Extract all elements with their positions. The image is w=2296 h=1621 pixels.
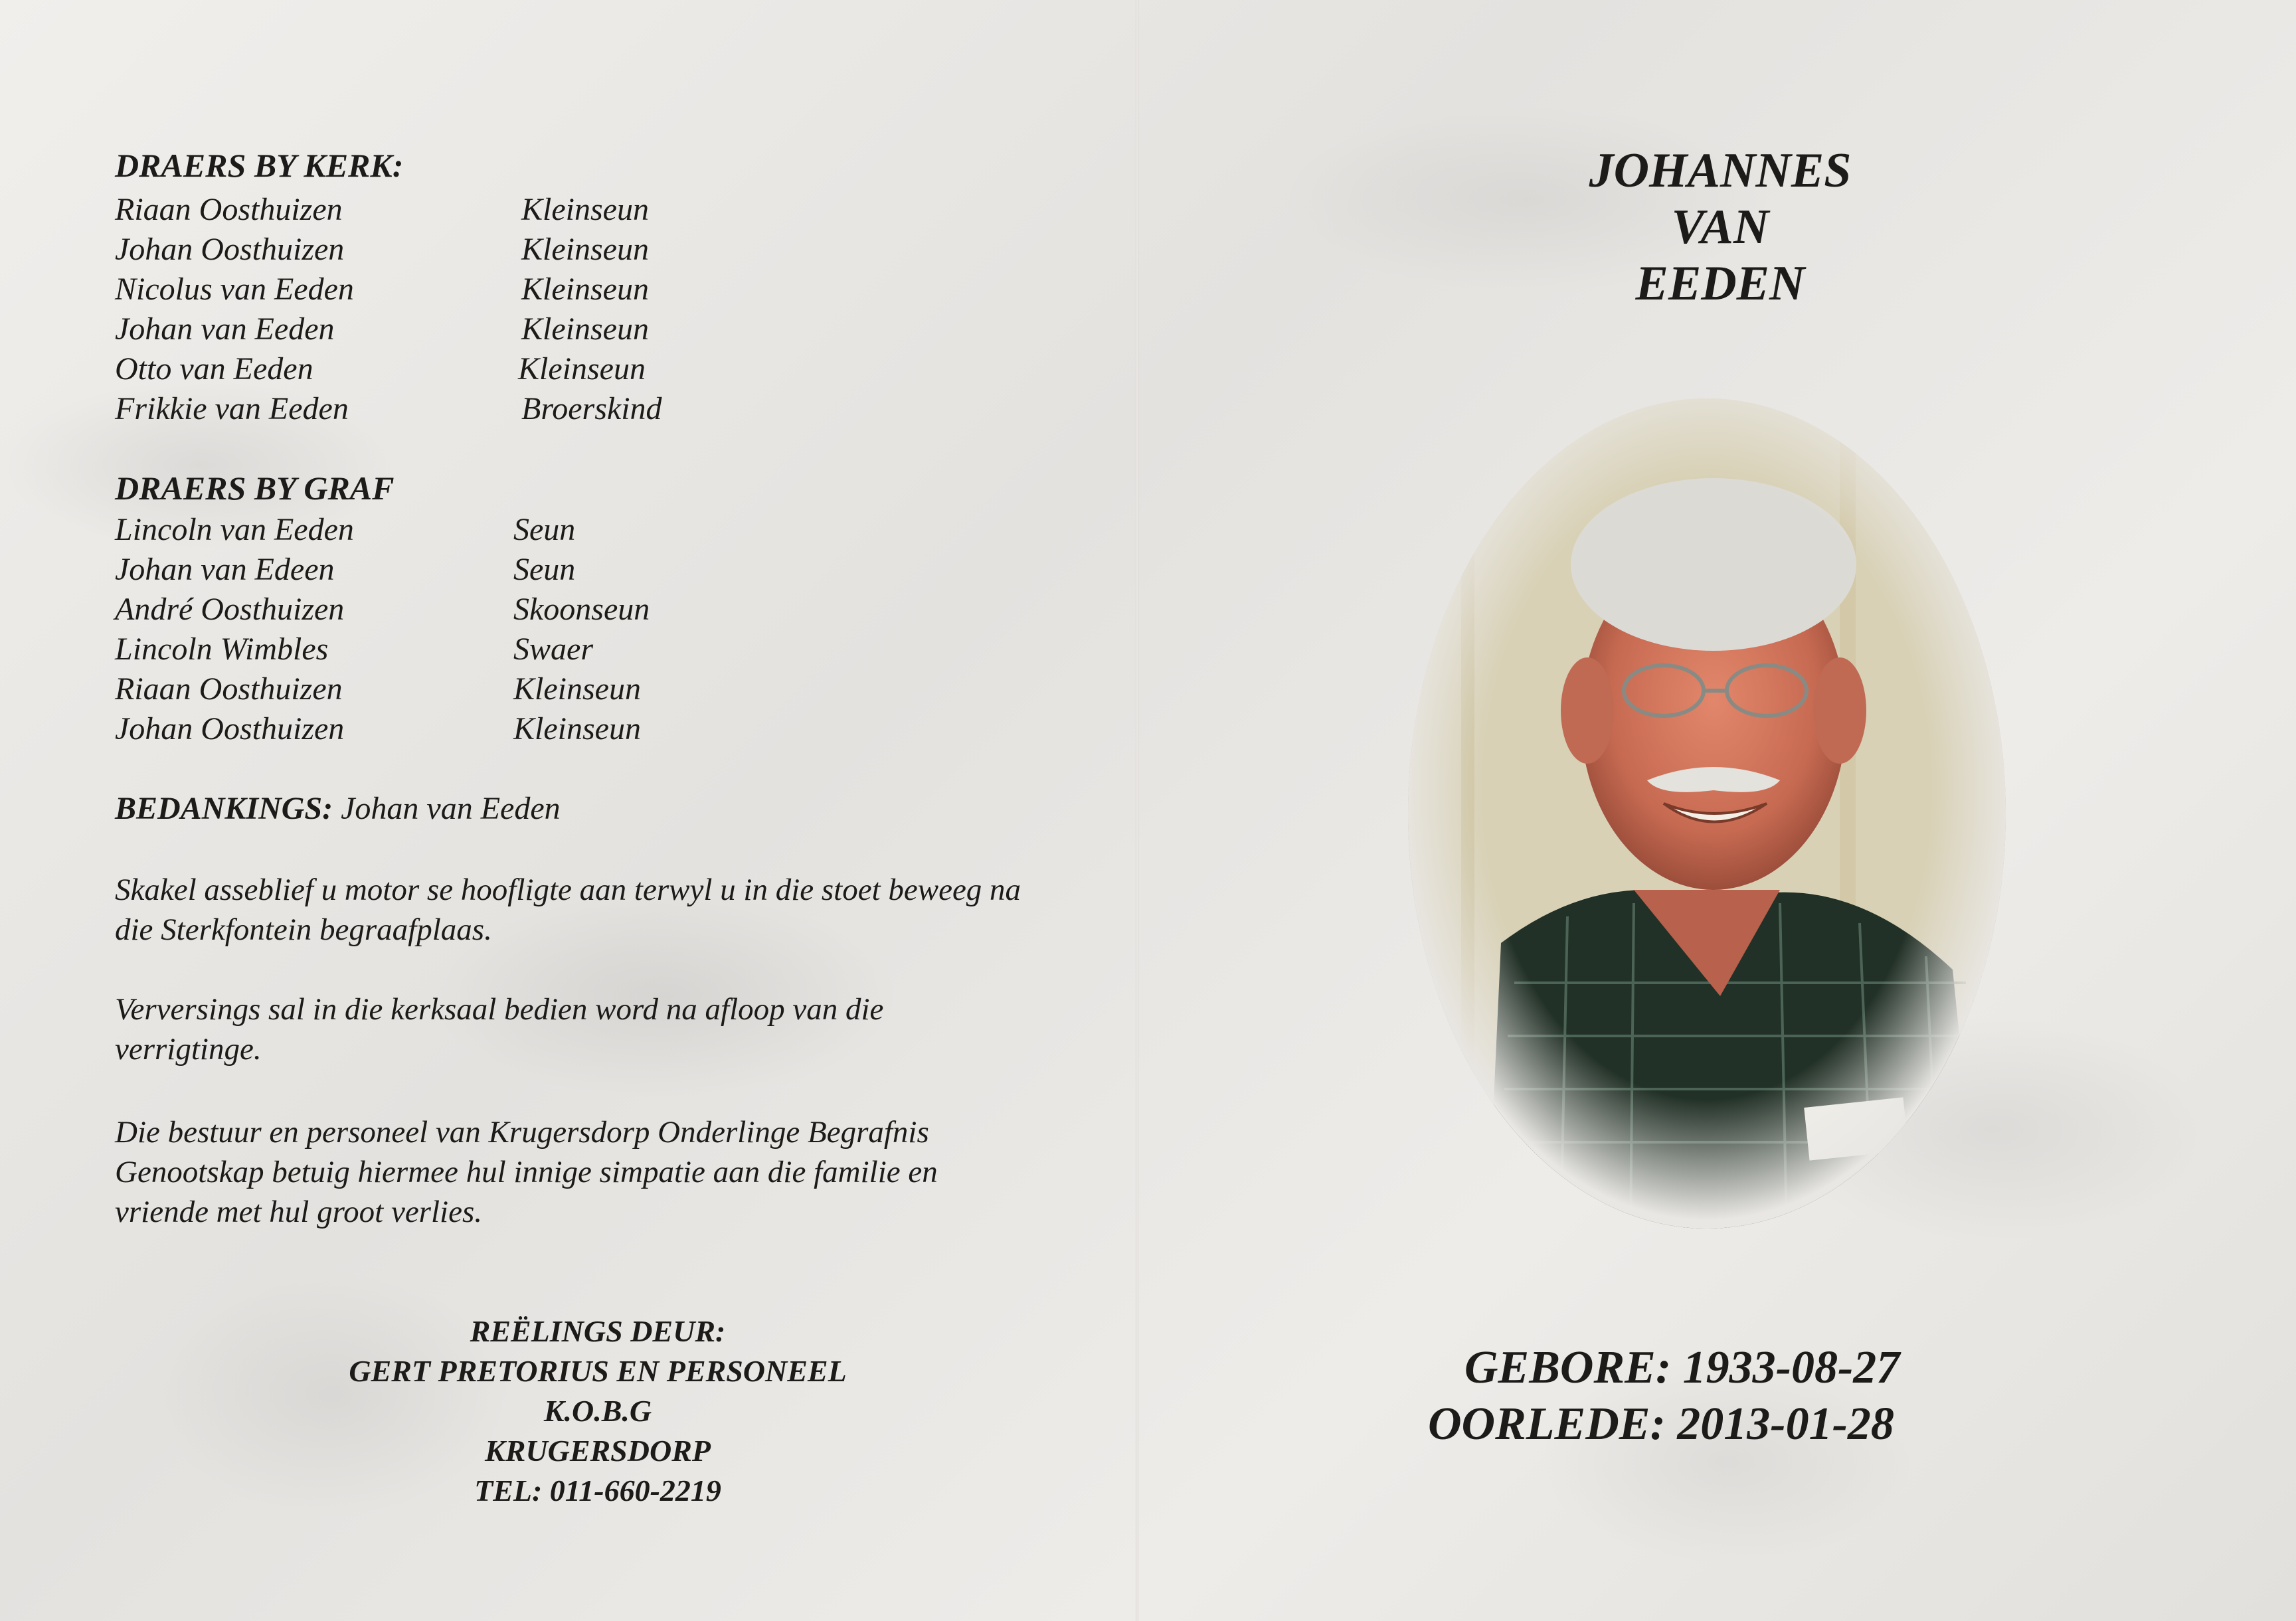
paragraph-simpatie: Die bestuur en personeel van Krugersdorp Onderlinge Begrafnis Genootskap betuig hiermee hul innige simpatie aan die familie en vriende met hul groot verlies. — [115, 1115, 938, 1229]
graf-row-name: Lincoln van Eeden — [115, 512, 354, 547]
kerk-row-name: Riaan Oosthuizen — [115, 192, 343, 227]
fold-line — [1136, 0, 1138, 1621]
graf-row-name: Riaan Oosthuizen — [115, 671, 343, 707]
reelings-line: REËLINGS DEUR: — [470, 1314, 726, 1348]
kerk-row-relation: Kleinseun — [521, 311, 649, 347]
graf-row-relation: Swaer — [513, 632, 593, 667]
portrait-photo — [1408, 398, 2006, 1229]
oorlede-date: OORLEDE: 2013-01-28 — [1428, 1399, 1894, 1450]
graf-heading: DRAERS BY GRAF — [115, 469, 395, 507]
kerk-row-relation: Kleinseun — [518, 351, 646, 386]
kerk-row-name: Johan van Eeden — [115, 311, 335, 347]
kerk-row-name: Otto van Eeden — [115, 351, 313, 386]
deceased-name-middle: VAN — [1671, 200, 1769, 254]
paragraph-hoofligte: Skakel asseblief u motor se hoofligte aan terwyl u in die stoet beweeg na die Sterkfontein begraafplaas. — [115, 873, 1021, 947]
paragraph-verversings: Verversings sal in die kerksaal bedien word na afloop van die verrigtinge. — [115, 992, 884, 1066]
portrait-illustration — [1408, 398, 2006, 1229]
reelings-line: TEL: 011-660-2219 — [474, 1474, 721, 1507]
gebore-date: GEBORE: 1933-08-27 — [1464, 1342, 1900, 1393]
deceased-name-first: JOHANNES — [1589, 143, 1852, 198]
graf-row-relation: Seun — [513, 552, 576, 587]
graf-row-relation: Seun — [513, 512, 576, 547]
graf-row-name: Johan Oosthuizen — [115, 711, 345, 746]
kerk-heading: DRAERS BY KERK: — [115, 147, 404, 184]
bedankings — [115, 790, 561, 827]
kerk-row-name: Nicolus van Eeden — [115, 272, 354, 307]
reelings-line: K.O.B.G — [543, 1394, 652, 1428]
kerk-row-name: Frikkie van Eeden — [115, 391, 349, 426]
kerk-row-name: Johan Oosthuizen — [115, 232, 345, 267]
graf-row-relation: Skoonseun — [513, 592, 650, 627]
deceased-name-last: EEDEN — [1635, 256, 1805, 311]
kerk-row-relation: Kleinseun — [521, 232, 649, 267]
graf-row-name: Johan van Edeen — [115, 552, 335, 587]
bedankings-label: BEDANKINGS: — [115, 791, 333, 826]
bedankings-name: Johan van Eeden — [341, 791, 561, 826]
graf-row-relation: Kleinseun — [513, 711, 641, 746]
graf-row-name: Lincoln Wimbles — [115, 632, 329, 667]
reelings-line: KRUGERSDORP — [485, 1434, 711, 1468]
graf-row-relation: Kleinseun — [513, 671, 641, 707]
kerk-row-relation: Broerskind — [521, 391, 662, 426]
reelings-line: GERT PRETORIUS EN PERSONEEL — [349, 1354, 847, 1388]
kerk-row-relation: Kleinseun — [521, 272, 649, 307]
graf-row-name: André Oosthuizen — [115, 592, 345, 627]
kerk-row-relation: Kleinseun — [521, 192, 649, 227]
